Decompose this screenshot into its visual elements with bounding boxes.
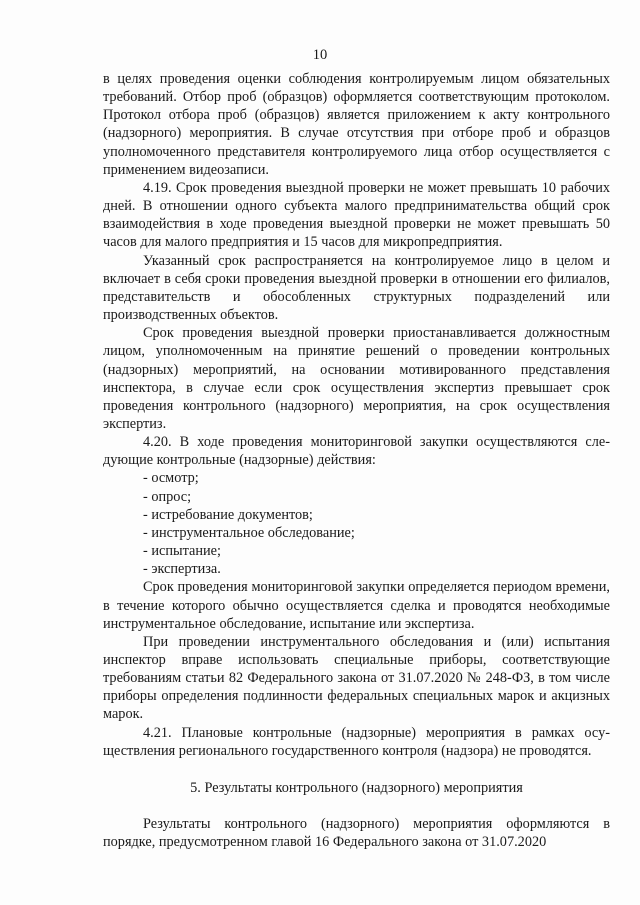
paragraph-p-srok-priostan: Срок проведения выездной проверки приостанавливается должностным лицом, уполномоченным на принятие решений о проведении контрольных (надзорных) мероприятий, на основании мотивированного представления инспектора, в случае если срок осуществления экспертиз превышает срок проведения контрольного (надзорного) мероприятия, на срок осуществления экспертиз. <box>103 325 610 432</box>
paragraphs-top <box>103 70 610 469</box>
list-item: - инструментальное обследование; <box>143 524 355 541</box>
paragraphs-bottom <box>103 815 610 851</box>
paragraph-p-4-19: 4.19. Срок проведения выездной проверки не может превышать 10 рабочих дней. В отношении одного субъекта малого предпринимательства общий срок взаимодействия в ходе проведения выездной проверки не может превышать 50 часов для малого предприятия и 15 часов для микропредприятия. <box>103 179 610 251</box>
paragraph-p-4-21: 4.21. Плановые контрольные (надзорные) мероприятия в рамках осуществления регионального государственного контроля (надзора) не проводятся. <box>103 724 610 759</box>
list-item: - испытание; <box>143 543 221 560</box>
paragraph-p-pribory: При проведении инструментального обследования и (или) испытания инспектор вправе использовать специальные приборы, соответствующие требованиям статьи 82 Федерального закона от 31.07.2020 № 248-ФЗ, в том числе приборы определения подлинности федеральных специальных марок и акцизных марок. <box>103 633 610 723</box>
paragraph-p-continue: в целях проведения оценки соблюдения контролируемым лицом обязательных требований. Отбор проб (образцов) оформляется соответствующим протоколом. Протокол отбора проб (образцов) является приложением к акту контрольного (надзорного) мероприятия. В случае отсутствия при отборе проб и образцов уполномоченного представителя контролируемого лица отбор осуществляется с применением видеозаписи. <box>103 71 610 178</box>
paragraph-p-4-20: 4.20. В ходе проведения мониторинговой закупки осуществляются следующие контрольные (надзорные) действия: <box>103 434 610 469</box>
paragraph-p-rezultaty: Результаты контрольного (надзорного) мероприятия оформляются в порядке, предусмотренном главой 16 Федерального закона от 31.07.2020 <box>103 816 610 851</box>
page-number: 10 <box>312 47 328 63</box>
list-item: - опрос; <box>143 488 192 505</box>
list-item: - экспертиза. <box>143 561 221 578</box>
paragraph-p-srok-rasprostr: Указанный срок распространяется на контролируемое лицо в целом и включает в себя сроки проведения выездной проверки в отношении его филиалов, представительств и обособленных структурных подразделений или производственных объектов. <box>103 252 610 324</box>
section-heading: 5. Результаты контрольного (надзорного) мероприятия <box>190 779 523 796</box>
list-item: - осмотр; <box>143 470 199 487</box>
paragraph-p-srok-monitor: Срок проведения мониторинговой закупки определяется периодом времени, в течение которого обычно осуществляется сделка и проводятся необходимые инструментальное обследование, испытание или экспертиза. <box>103 579 610 632</box>
list-item: - истребование документов; <box>143 506 313 523</box>
document-body <box>103 70 610 851</box>
paragraphs-middle <box>103 578 610 760</box>
actions-list <box>103 469 610 578</box>
